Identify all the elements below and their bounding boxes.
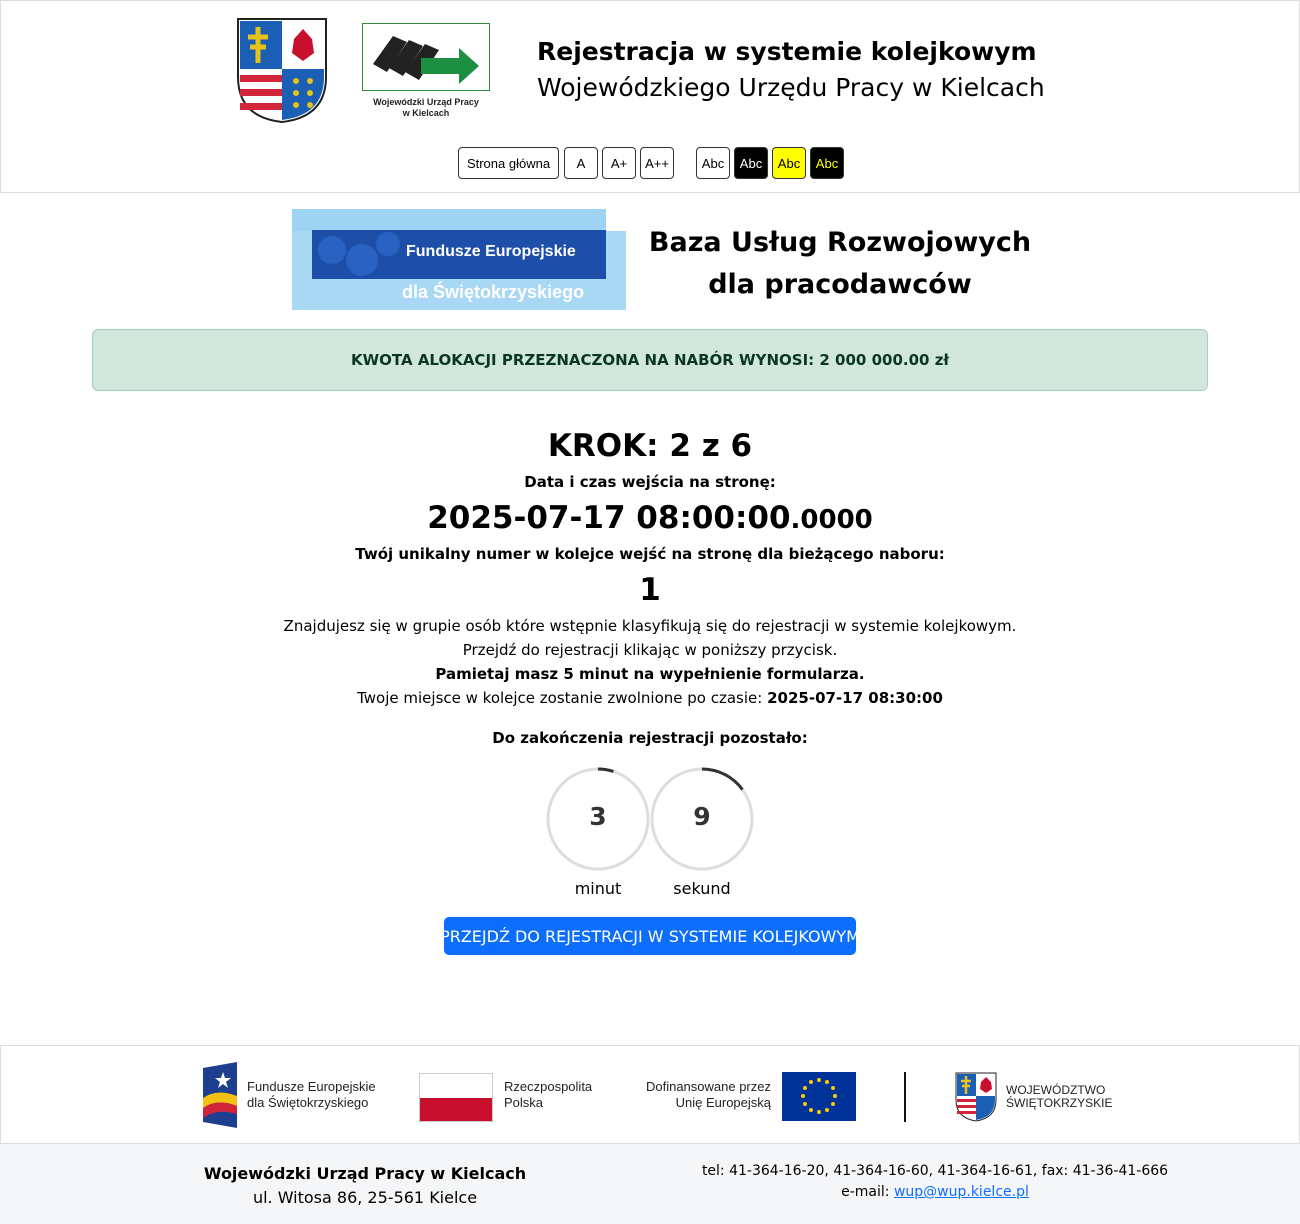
wojewodztwo-crest-icon	[955, 1072, 997, 1122]
footer-contact	[685, 1161, 1185, 1203]
page-subtitle: Wojewódzkiego Urzędu Pracy w Kielcach	[537, 73, 1045, 102]
footer-org-name: Wojewódzki Urząd Pracy w Kielcach	[203, 1164, 527, 1183]
info-line-1: Znajdujesz się w grupie osób które wstępnie klasyfikują się do rejestracji w systemie kolejkowym.	[283, 617, 1017, 635]
allocation-label: KWOTA ALOKACJI PRZEZNACZONA NA NABÓR WYNOSI:	[351, 351, 815, 369]
eu-flag-icon	[782, 1072, 856, 1121]
release-time-line	[0, 689, 1300, 707]
wojewodztwo-logo-text: WOJEWÓDZTWO ŚWIĘTOKRZYSKIE	[1006, 1083, 1113, 1110]
allocation-alert	[92, 329, 1208, 391]
info-line-2: Przejdź do rejestracji klikając w poniższy przycisk.	[462, 641, 838, 659]
footer-email-link[interactable]: wup@wup.kielce.pl	[893, 1184, 1029, 1200]
fe-banner-line2: dla Świętokrzyskiego	[402, 282, 585, 302]
partner-logos-bar	[0, 1045, 1300, 1144]
release-time-label: Twoje miejsce w kolejce zostanie zwolnione po czasie:	[357, 689, 763, 707]
fe-logo-icon	[203, 1062, 237, 1128]
polish-flag-icon	[419, 1073, 493, 1122]
page-footer	[0, 1144, 1300, 1224]
wup-arrow-logo-icon	[363, 24, 489, 90]
entry-time	[0, 500, 1300, 536]
release-time-value: 2025-07-17 08:30:00	[767, 689, 943, 707]
page-title: Rejestracja w systemie kolejkowym	[537, 37, 1037, 66]
font-size-normal-button[interactable]: A	[564, 147, 598, 179]
queue-number: 1	[639, 572, 661, 608]
footer-phones: tel: 41-364-16-20, 41-364-16-60, 41-364-16-61, fax: 41-36-41-666	[701, 1163, 1169, 1179]
entry-time-ms: .0000	[790, 505, 873, 535]
footer-street: ul. Witosa 86, 25-561 Kielce	[252, 1188, 478, 1207]
countdown-minutes	[545, 766, 651, 872]
wup-logo	[362, 23, 490, 119]
queue-number-label: Twój unikalny numer w kolejce wejść na stronę dla bieżącego naboru:	[355, 545, 945, 563]
font-size-xlarge-button[interactable]: A++	[640, 147, 674, 179]
contrast-yellow-black-button[interactable]: Abc	[772, 147, 806, 179]
fe-banner-line1: Fundusze Europejskie	[406, 243, 576, 260]
footer-email-label: e-mail:	[841, 1184, 890, 1200]
entry-time-value: 2025-07-17 08:00:00	[427, 500, 791, 536]
info-line-3: Pamietaj masz 5 minut na wypełnienie formularza.	[435, 665, 865, 683]
step-indicator: KROK: 2 z 6	[547, 428, 753, 464]
swietokrzyskie-coat-of-arms-icon	[236, 17, 328, 124]
entry-time-label: Data i czas wejścia na stronę:	[524, 473, 776, 491]
seconds-label: sekund	[673, 879, 731, 898]
allocation-amount: 2 000 000.00 zł	[819, 351, 949, 369]
contrast-black-white-button[interactable]: Abc	[734, 147, 768, 179]
contrast-black-yellow-button[interactable]: Abc	[810, 147, 844, 179]
footer-address	[165, 1162, 565, 1210]
seconds-value: 9	[693, 802, 711, 831]
home-button[interactable]: Strona główna	[458, 147, 559, 179]
bur-title: Baza Usług Rozwojowych dla pracodawców	[648, 227, 1032, 300]
wup-caption: Wojewódzki Urząd Pracy w Kielcach	[373, 97, 479, 118]
go-to-registration-button[interactable]: PRZEJDŹ DO REJESTRACJI W SYSTEMIE KOLEJKOWYM	[444, 917, 856, 955]
countdown-label: Do zakończenia rejestracji pozostało:	[492, 729, 808, 747]
rp-logo-text: Rzeczpospolita Polska	[504, 1079, 593, 1110]
font-size-large-button[interactable]: A+	[602, 147, 636, 179]
fe-logo-text: Fundusze Europejskie dla Świętokrzyskiego	[247, 1079, 376, 1110]
minutes-value: 3	[589, 802, 607, 831]
minutes-label: minut	[574, 879, 622, 898]
fe-banner	[292, 209, 626, 310]
countdown-seconds	[649, 766, 755, 872]
logos-divider	[904, 1072, 906, 1122]
eu-stars-pattern-icon	[312, 230, 402, 279]
contrast-default-button[interactable]: Abc	[696, 147, 730, 179]
page-header	[0, 0, 1300, 193]
footer-email-line	[685, 1182, 1185, 1203]
eu-logo-text: Dofinansowane przez Unię Europejską	[645, 1079, 771, 1110]
